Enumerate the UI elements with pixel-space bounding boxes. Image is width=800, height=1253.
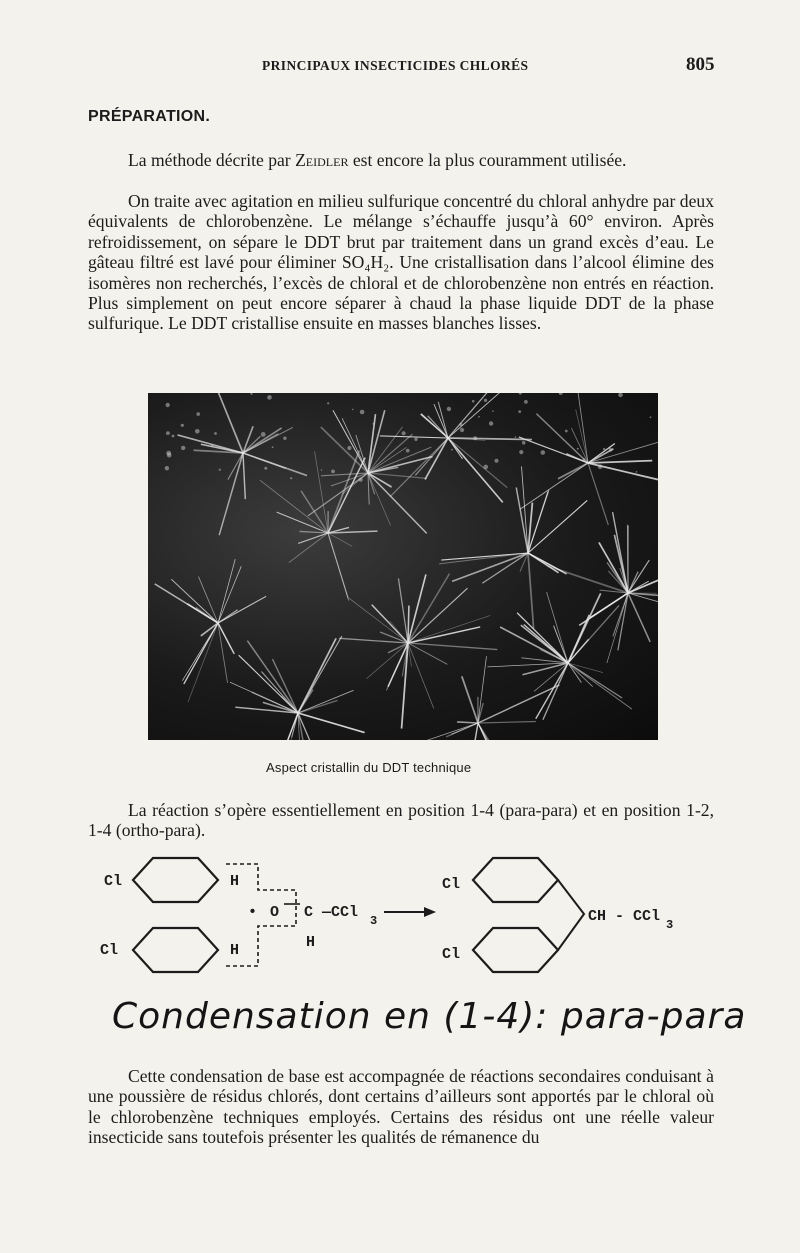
droplet [267, 395, 272, 400]
crystal-needle [478, 703, 483, 723]
droplet [352, 409, 354, 411]
crystal-needle [588, 463, 608, 525]
crystal-needle [342, 418, 368, 473]
crystal-needle [243, 453, 286, 468]
droplet [264, 467, 267, 470]
droplet [565, 430, 568, 433]
crystal-needle [347, 597, 408, 643]
crystal-needle [568, 663, 622, 698]
crystal-needle [421, 414, 448, 438]
hydrogen-bottom: H [230, 942, 240, 959]
crystal-needle [478, 685, 559, 723]
droplet [196, 412, 200, 416]
crystal-needle [298, 533, 328, 543]
paragraph-procedure [88, 191, 714, 334]
crystal-needle [408, 606, 409, 643]
droplet [460, 428, 464, 432]
crystal-needle [243, 453, 245, 499]
droplet [598, 464, 603, 469]
droplet [250, 393, 252, 395]
droplet [447, 407, 451, 411]
running-title: PRINCIPAUX INSECTICIDES CHLORÉS [262, 58, 529, 73]
droplet [522, 441, 526, 445]
droplet [577, 448, 579, 450]
crystal-needle [588, 461, 652, 463]
droplet [484, 399, 487, 402]
crystal-needle [219, 453, 243, 535]
oxygen-atom: O [270, 904, 280, 921]
crystal-needle [568, 615, 589, 663]
crystal-needle [184, 623, 218, 684]
droplet [172, 435, 175, 438]
droplet [219, 469, 221, 471]
paragraph-reaction [88, 800, 714, 841]
crystal-needle [298, 638, 336, 713]
crystal-photograph [148, 393, 658, 740]
chlorine-top-right: Cl [442, 876, 461, 893]
droplet [583, 458, 586, 461]
crystal-needle [448, 393, 490, 438]
droplet [609, 448, 613, 452]
crystal-needle [558, 463, 588, 479]
crystal-needle [298, 690, 354, 713]
crystal-needle [448, 438, 532, 440]
droplet [331, 470, 335, 474]
crystal-needle [368, 473, 427, 533]
crystal-needle [328, 458, 365, 533]
carbon-group-subscript: 3 [370, 914, 378, 928]
droplet [166, 403, 170, 407]
crystal-needle [289, 533, 328, 563]
crystal-needle [613, 593, 628, 636]
crystal-needle [333, 410, 368, 473]
chlorine-bottom-right: Cl [442, 946, 461, 963]
product-group-subscript: 3 [666, 918, 674, 932]
droplet [519, 393, 522, 395]
crystal-needle [408, 643, 434, 708]
droplet [459, 423, 462, 426]
droplet [261, 432, 266, 437]
benzene-ring-top-left [133, 858, 218, 902]
droplet [515, 436, 517, 438]
droplet [559, 393, 563, 395]
crystal-needle [577, 393, 588, 463]
crystal-needle [243, 428, 282, 453]
crystal-needle [408, 627, 480, 643]
crystal-needle [423, 723, 478, 740]
crystal-needle [628, 593, 658, 597]
crystal-needle [301, 491, 328, 533]
crystal-needle [218, 393, 243, 453]
droplet [484, 465, 489, 470]
droplet [402, 431, 406, 435]
droplet [473, 436, 477, 440]
droplet [650, 416, 652, 418]
figure-caption: Aspect cristallin du DDT technique [266, 760, 472, 775]
chlorine-top-left: Cl [104, 873, 123, 890]
crystal-needle [457, 722, 478, 723]
droplet [519, 450, 523, 454]
droplet [524, 400, 528, 404]
droplet [451, 449, 453, 451]
crystal-needle [478, 721, 536, 723]
crystal-needle [568, 605, 619, 663]
droplet [166, 431, 170, 435]
crystal-needle [536, 414, 588, 463]
droplet [165, 466, 169, 470]
crystal-needle [520, 463, 588, 509]
benzene-ring-bottom-left [133, 928, 218, 972]
crystal-needle [516, 487, 528, 553]
droplet [603, 448, 605, 450]
droplet [347, 446, 351, 450]
benzene-ring-top-right [473, 858, 558, 902]
droplet [181, 424, 184, 427]
crystal-needle [408, 588, 468, 643]
paragraph-side-reactions-text: Cette condensation de base est accompagnée de réactions secondaires conduisant à une poussière de résidus chlorés, dont certains d’ailleurs sont apportés par le chloral où le chlorobenzène techniques employés. Certains des résidus ont une réelle valeur insecticide sans toutefois présenter les qualités de rémanence du [88, 1066, 714, 1148]
hydrogen-top: H [230, 873, 240, 890]
droplet [541, 450, 546, 455]
crystal-needle [536, 663, 568, 719]
droplet [414, 438, 417, 441]
droplet [618, 393, 623, 397]
crystal-needle [218, 596, 266, 623]
crystal-needle [478, 723, 494, 740]
paragraph-intro-rest: est encore la plus couramment utilisée. [348, 150, 627, 170]
handwritten-annotation: Condensation en (1-4): para-para [112, 996, 747, 1037]
paragraph-side-reactions [88, 1066, 714, 1148]
droplet [406, 449, 410, 453]
crystal-image [148, 393, 658, 740]
droplet [211, 444, 213, 446]
crystal-needle [628, 593, 650, 642]
hydrogen-lower: H [306, 934, 316, 951]
crystal-needle [522, 466, 528, 553]
droplet [166, 451, 171, 456]
crystal-needle [448, 393, 511, 438]
crystal-needle [408, 643, 497, 650]
droplet [495, 459, 499, 463]
reaction-arrow-head [424, 907, 436, 917]
paragraph-reaction-text: La réaction s’opère essentiellement en position 1-4 (para-para) et en position 1-2, 1-4 (ortho-para). [88, 800, 714, 841]
reaction-diagram [88, 848, 714, 988]
crystal-needle [588, 442, 658, 463]
crystal-needle [425, 438, 448, 479]
droplet [327, 402, 329, 404]
droplet [321, 469, 323, 471]
crystal-needle [408, 643, 447, 664]
droplet [214, 432, 217, 435]
benzene-ring-bottom-right [473, 928, 558, 972]
crystal-needle [328, 451, 359, 533]
crystal-needle [408, 574, 426, 643]
droplet [472, 400, 475, 403]
crystal-needle [218, 566, 241, 623]
crystal-needle [368, 473, 391, 525]
product-bonds [558, 880, 584, 950]
crystal-needle [380, 436, 448, 438]
crystal-needle [171, 579, 218, 623]
crystal-needle [272, 659, 298, 713]
droplet [492, 410, 494, 412]
droplet [359, 478, 363, 482]
crystal-needle [528, 553, 534, 629]
chlorine-bottom-left: Cl [100, 942, 119, 959]
bullet-dot: • [248, 904, 258, 921]
crystal-needle [441, 553, 528, 560]
crystal-needle [434, 404, 448, 438]
crystal-needle [178, 435, 243, 453]
crystal-needle [228, 453, 243, 480]
droplet [636, 471, 638, 473]
crystal-needle [451, 723, 478, 734]
paragraph-intro-text: La méthode décrite par [128, 150, 296, 170]
crystal-needle [568, 663, 632, 709]
droplet [195, 429, 200, 434]
crystal-needle [448, 438, 503, 502]
droplet [478, 416, 480, 418]
droplet [489, 421, 493, 425]
crystal-needle [478, 656, 486, 723]
droplet [181, 446, 185, 450]
crystal-needle [408, 615, 490, 643]
droplet [373, 423, 375, 425]
droplet [283, 437, 286, 440]
droplet [272, 446, 274, 448]
crystal-needle [270, 713, 298, 740]
section-heading: PRÉPARATION. [88, 108, 211, 125]
crystal-needle [315, 451, 328, 533]
crystal-needle [277, 512, 328, 533]
page-number: 805 [686, 54, 715, 75]
crystal-needle [500, 627, 568, 663]
droplet [360, 410, 365, 415]
paragraph-intro [88, 150, 714, 170]
crystal-needle [408, 574, 450, 643]
crystal-needle [462, 676, 478, 723]
crystal-needle [260, 480, 328, 533]
carbon-group: C —CCl [304, 904, 359, 921]
product-group: CH - CCl [588, 908, 661, 925]
droplet [290, 477, 292, 479]
crystal-needle [448, 438, 507, 488]
droplet [518, 410, 521, 413]
crystal-needle [298, 713, 365, 733]
author-name: Zeidler [295, 150, 349, 170]
paragraph-procedure-text: On traite avec agitation en milieu sulfurique concentré du chloral anhydre par deux équivalents de chlorobenzène. Le mélange s’échauffe jusqu’à 60° environ. Après refroidissement, on sépare le DDT brut par traitement dans un grand excès d’eau. Le gâteau filtré est lavé pour éliminer SO₄H₂. Une cristallisation dans l’alcool élimine des isomères non recherchés, l’excès de chloral et de chlorobenzène non entrés en réaction. Plus simplement on peut encore séparer à chaud la phase liquide DDT de la phase sulfurique. Le DDT cristallise ensuite en masses blanches lisses. [88, 191, 714, 334]
crystal-needle [367, 643, 408, 679]
